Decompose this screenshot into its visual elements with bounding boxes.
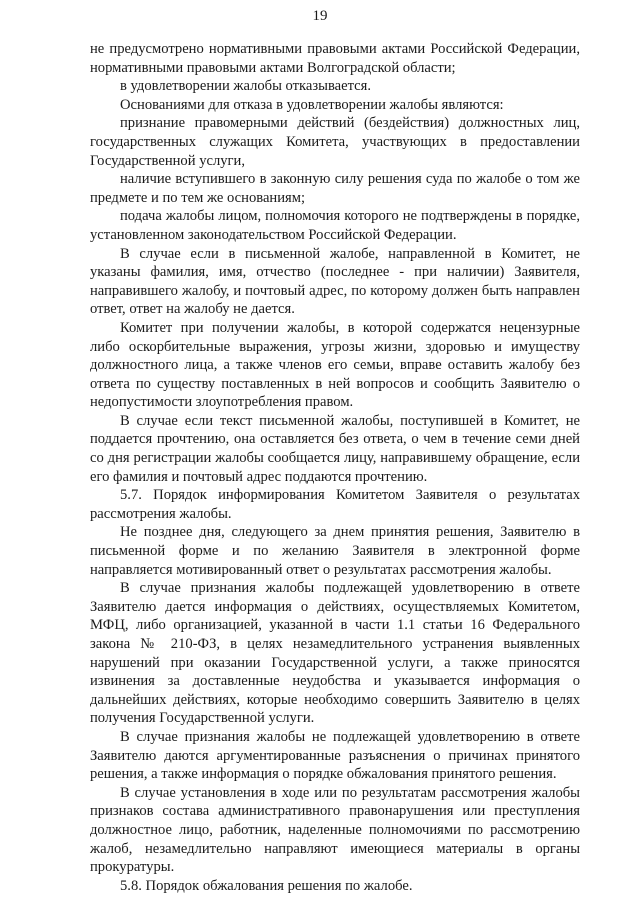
page-number: 19 [312, 8, 328, 24]
section-heading-5-7: 5.7. Порядок информирования Комитетом Заявителя о результатах рассмотрения жалобы. [90, 487, 580, 522]
paragraph: В случае признания жалобы подлежащей удовлетворению в ответе Заявителю дается информация о действиях, осуществляемых Комитетом, МФЦ, либо организацией, указанной в части 1.1 статьи 16 Федерального закона № 210-ФЗ, в целях незамедлительного устранения выявленных нарушений при оказании Государственной услуги, а также приносятся извинения за доставленные неудобства и указывается информация о дальнейших действиях, которые необходимо совершить Заявителю в целях получения Государственной услуги. [90, 580, 580, 727]
paragraph: в удовлетворении жалобы отказывается. [120, 78, 372, 95]
paragraph: Комитет при получении жалобы, в которой содержатся нецензурные либо оскорбительные выражения, угрозы жизни, здоровью и имуществу должностного лица, а также членов его семьи, вправе оставить жалобу без ответа по существу поставленных в ней вопросов и сообщить Заявителю о недопустимости злоупотребления правом. [90, 319, 580, 411]
paragraph: наличие вступившего в законную силу решения суда по жалобе о том же предмете и по тем же основаниям; [90, 171, 580, 206]
paragraph: В случае признания жалобы не подлежащей удовлетворению в ответе Заявителю даются аргументированные разъяснения о причинах принятого решения, а также информация о порядке обжалования принятого решения. [90, 728, 580, 783]
paragraph-continuation: не предусмотрено нормативными правовыми актами Российской Федерации, нормативными правовыми актами Волгоградской области; [90, 41, 580, 76]
paragraph: Не позднее дня, следующего за днем принятия решения, Заявителю в письменной форме и по желанию Заявителя в электронной форме направляется мотивированный ответ о результатах рассмотрения жалобы. [90, 524, 580, 578]
paragraph: В случае установления в ходе или по результатам рассмотрения жалобы признаков состава административного правонарушения или преступления должностное лицо, работник, наделенные полномочиями по рассмотрению жалоб, незамедлительно направляют имеющиеся материалы в органы прокуратуры. [90, 784, 580, 876]
paragraph: В случае если в письменной жалобе, направленной в Комитет, не указаны фамилия, имя, отчество (последнее - при наличии) Заявителя, направившего жалобу, и почтовый адрес, по которому должен быть направлен ответ, ответ на жалобу не дается. [90, 245, 580, 318]
paragraph: Основаниями для отказа в удовлетворении жалобы являются: [120, 96, 504, 113]
document-body [90, 40, 580, 895]
paragraph: подача жалобы лицом, полномочия которого не подтверждены в порядке, установленном законодательством Российской Федерации. [90, 208, 580, 243]
section-heading-5-8: 5.8. Порядок обжалования решения по жалобе. [120, 877, 413, 894]
paragraph: признание правомерными действий (бездействия) должностных лиц, государственных служащих Комитета, участвующих в предоставлении Государственной услуги, [90, 115, 580, 169]
paragraph: В случае если текст письменной жалобы, поступившей в Комитет, не поддается прочтению, она оставляется без ответа, о чем в течение семи дней со дня регистрации жалобы сообщается лицу, направившему обращение, если его фамилия и почтовый адрес поддаются прочтению. [90, 412, 580, 485]
